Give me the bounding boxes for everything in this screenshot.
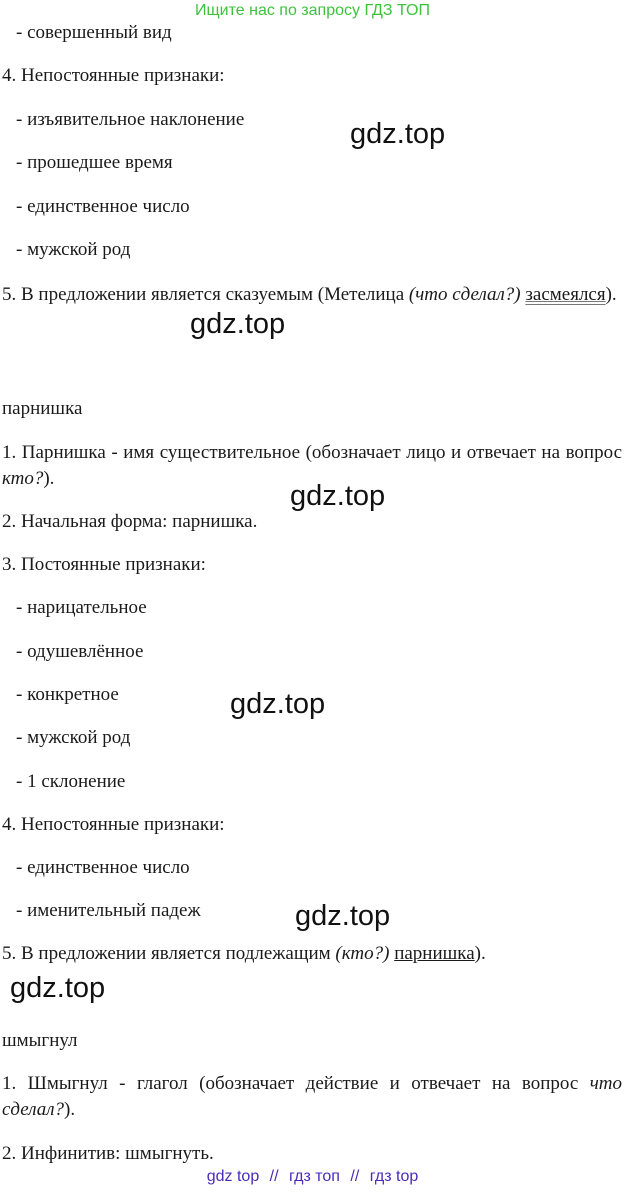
search-banner[interactable]: Ищите нас по запросу ГДЗ ТОП bbox=[195, 2, 430, 19]
watermark: gdz.top bbox=[350, 118, 446, 150]
word-heading: парнишка bbox=[2, 398, 83, 419]
paragraph-verb bbox=[2, 1071, 622, 1123]
underlined-word: засмеялся bbox=[525, 284, 606, 305]
section-heading: 3. Постоянные признаки: bbox=[2, 554, 206, 575]
paragraph-text: ). bbox=[605, 284, 617, 305]
list-item: - прошедшее время bbox=[16, 152, 173, 173]
text-line: 2. Начальная форма: парнишка. bbox=[2, 511, 258, 532]
watermark: gdz.top bbox=[295, 900, 391, 932]
footer-link[interactable]: gdz top bbox=[206, 1168, 260, 1185]
section-heading: 4. Непостоянные признаки: bbox=[2, 65, 225, 86]
paragraph-predicate bbox=[2, 282, 622, 308]
section-heading: 4. Непостоянные признаки: bbox=[2, 814, 225, 835]
footer-separator: // bbox=[269, 1168, 279, 1185]
question-italic: кто? bbox=[2, 468, 44, 489]
paragraph-text: 1. Парнишка - имя существительное (обозначает лицо и отвечает на вопрос bbox=[2, 442, 622, 463]
paragraph-text: ). bbox=[474, 943, 486, 964]
watermark: gdz.top bbox=[190, 308, 286, 340]
list-item: - изъявительное наклонение bbox=[16, 109, 245, 130]
list-item: - одушевлённое bbox=[16, 641, 144, 662]
paragraph-text: ). bbox=[43, 468, 55, 489]
list-item: - мужской род bbox=[16, 239, 131, 260]
paragraph-text: 5. В предложении является подлежащим bbox=[2, 943, 336, 964]
footer-separator: // bbox=[350, 1168, 360, 1185]
watermark: gdz.top bbox=[290, 480, 386, 512]
footer-link[interactable]: гдз топ bbox=[289, 1168, 340, 1185]
question-italic: что сделал? bbox=[2, 1073, 622, 1120]
text-line: - совершенный вид bbox=[16, 22, 172, 43]
paragraph-subject bbox=[2, 943, 486, 965]
list-item: - единственное число bbox=[16, 857, 190, 878]
paragraph-text: 5. В предложении является сказуемым (Метелица bbox=[2, 284, 409, 305]
underlined-word: парнишка bbox=[394, 943, 475, 964]
paragraph-text: ). bbox=[64, 1099, 76, 1120]
list-item: - конкретное bbox=[16, 684, 119, 705]
question-italic: (кто?) bbox=[335, 943, 390, 964]
question-italic: (что сделал?) bbox=[408, 284, 521, 305]
footer-link[interactable]: гдз top bbox=[369, 1168, 419, 1185]
watermark: gdz.top bbox=[10, 972, 106, 1004]
watermark: gdz.top bbox=[230, 688, 326, 720]
list-item: - 1 склонение bbox=[16, 771, 126, 792]
list-item: - именительный падеж bbox=[16, 900, 201, 921]
list-item: - нарицательное bbox=[16, 597, 147, 618]
text-line: 2. Инфинитив: шмыгнуть. bbox=[2, 1143, 214, 1164]
word-heading: шмыгнул bbox=[2, 1030, 78, 1051]
list-item: - единственное число bbox=[16, 196, 190, 217]
paragraph-text: 1. Шмыгнул - глагол (обозначает действие и отвечает на вопрос bbox=[2, 1073, 590, 1094]
list-item: - мужской род bbox=[16, 727, 131, 748]
footer-links bbox=[0, 1168, 625, 1186]
